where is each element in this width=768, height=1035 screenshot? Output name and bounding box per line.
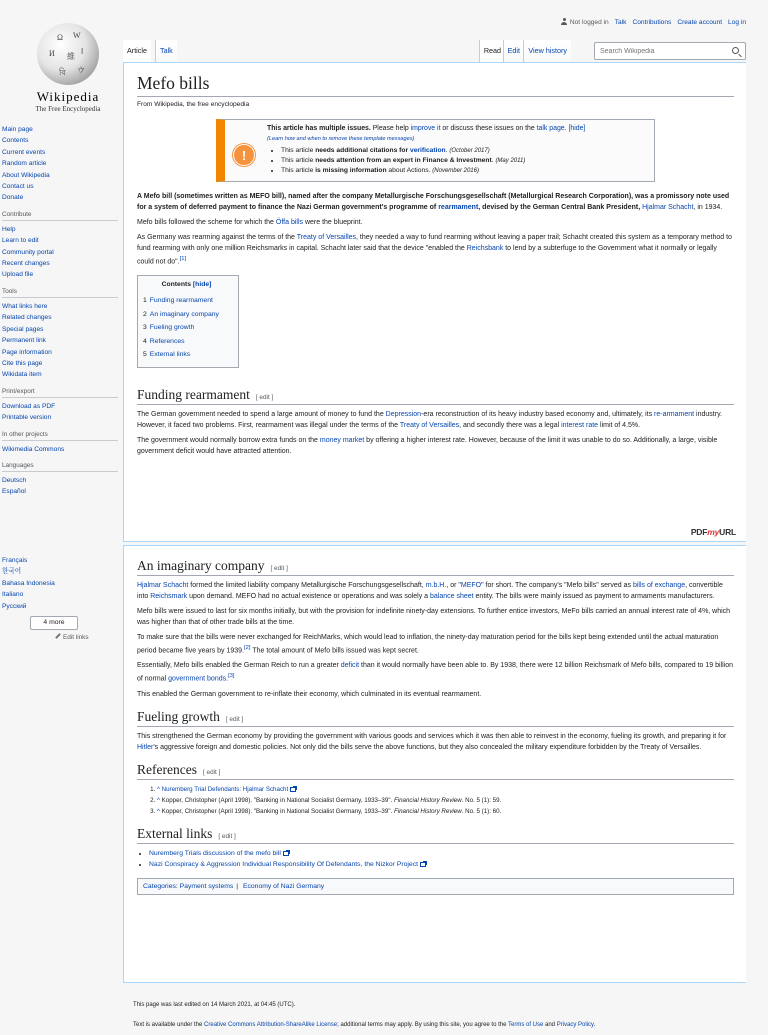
article-content-continued xyxy=(123,545,746,983)
languages-heading: Languages xyxy=(2,462,118,472)
sidebar-print-export xyxy=(0,388,118,424)
edit-section-link[interactable]: [ edit ] xyxy=(270,565,288,572)
license-text: and xyxy=(543,1022,557,1028)
lead-text: , in 1934. xyxy=(693,204,723,211)
lead-text: A xyxy=(137,193,144,200)
mefo-link[interactable]: MEFO xyxy=(460,582,482,589)
sidebar-item-contents[interactable]: Contents xyxy=(2,137,29,145)
section-title: External links xyxy=(137,825,213,841)
search-input[interactable] xyxy=(595,43,723,59)
section-title: An imaginary company xyxy=(137,558,265,573)
hjalmar-schacht-link[interactable]: Hjalmar Schacht xyxy=(642,204,694,211)
other-projects-heading: In other projects xyxy=(2,431,118,441)
reference-text: Kopper, Christopher (April 1998). "Banking in National Socialist Germany, 1933–39". xyxy=(161,796,394,804)
edit-section-link[interactable]: [ edit ] xyxy=(218,832,236,840)
issue-date: (November 2016) xyxy=(432,168,479,174)
language-link-ru[interactable]: Русский xyxy=(2,602,27,610)
paragraph-text: To make sure that the bills were never exchanged for ReichMarks, which would lead to inflation, the ninety-day maturation period for the bills kept being extended until the actual maturation period became five years by 1939. xyxy=(137,634,719,655)
balance-sheet-link[interactable]: balance sheet xyxy=(430,593,474,600)
toc-item-label: An imaginary company xyxy=(149,310,219,318)
toc-item[interactable] xyxy=(143,335,230,349)
sidebar-languages-continued xyxy=(0,555,118,612)
not-logged-in xyxy=(561,18,609,26)
pencil-icon xyxy=(55,633,61,639)
citation-link[interactable]: [3] xyxy=(228,673,235,680)
search-icon[interactable] xyxy=(732,47,739,54)
toc-number: 4 xyxy=(143,337,147,345)
toc-item[interactable] xyxy=(143,348,230,362)
tab-edit[interactable] xyxy=(503,40,524,62)
mbh-link[interactable]: m.b.H. xyxy=(425,582,447,589)
deficit-link[interactable]: deficit xyxy=(340,662,360,670)
last-edited: This page was last edited on 14 March 2021, at 04:45 (UTC). xyxy=(133,1002,296,1008)
bills-of-exchange-link[interactable]: bills of exchange xyxy=(632,582,686,589)
paragraph-text: Mefo bills followed the scheme for which the xyxy=(137,219,276,226)
paragraph-text: Essentially, Mefo bills enabled the German Reich to run a greater xyxy=(137,662,341,670)
reference-text: Kopper, Christopher (April 1998). "Banking in National Socialist Germany, 1933–39". xyxy=(161,807,394,815)
issue-bold: is missing information xyxy=(315,167,387,174)
verification-link[interactable]: verification xyxy=(409,147,446,154)
issues-or-discuss: or discuss these issues on the xyxy=(440,125,537,132)
depression-link[interactable]: Depression xyxy=(385,410,422,418)
paragraph-text: than it would normally have been able to. By 1938, there were 12 billion Reichsmark of Mefo bills, compared to 19 billion of normal xyxy=(137,662,733,683)
license-text: . xyxy=(593,1022,596,1028)
paragraph-text: to lend by a subterfuge to the Government what it normally or legally could not do". xyxy=(137,245,717,266)
hjalmar-schacht-link[interactable]: Hjalmar Schacht xyxy=(137,582,189,589)
paragraph-text: , or " xyxy=(446,582,461,589)
categories-label[interactable]: Categories xyxy=(143,882,176,890)
license-notice xyxy=(133,1015,733,1035)
external-link-item xyxy=(149,859,734,870)
not-logged-in-label: Not logged in xyxy=(569,19,609,26)
sidebar-item-wikidata-item[interactable]: Wikidata item xyxy=(2,371,42,379)
personal-toolbar xyxy=(561,18,746,26)
reference-text: . No. 5 (1): 60. xyxy=(461,807,502,815)
interest-rate-link[interactable]: interest rate xyxy=(561,421,599,429)
section-paragraph: This enabled the German government to re-inflate their economy, which culminated in its eventual rearmament. xyxy=(137,690,482,698)
paragraph-text: formed the limited liability company Metallurgische Forschungsgesellschaft, xyxy=(188,582,426,589)
section-heading-fueling xyxy=(137,709,734,727)
toc-title-label: Contents xyxy=(161,281,192,289)
lead-text: ), named after the company xyxy=(281,193,375,200)
re-armament-link[interactable]: re-armament xyxy=(654,410,695,418)
create-account-link[interactable]: Create account xyxy=(677,18,723,26)
puzzle-globe-icon: Ω W И 維 ا বি ウ xyxy=(37,23,99,85)
paragraph-text: . xyxy=(226,675,229,683)
toc-item-label: Fueling growth xyxy=(149,324,195,332)
sidebar-item-learn-to-edit[interactable]: Learn to edit xyxy=(2,237,39,245)
sidebar-item-random-article[interactable]: Random article xyxy=(2,160,47,168)
lead-term: Mefo bill xyxy=(143,193,173,200)
paragraph-text: This strengthened the German economy by providing the government with various goods and services which it was then able to reinvest in the economy, fueling its growth, and preparing it for xyxy=(137,732,727,740)
issue-post: about Actions. xyxy=(386,167,431,174)
user-icon xyxy=(561,18,568,25)
backlink-caret[interactable]: ^ xyxy=(157,796,160,804)
section-heading-references xyxy=(137,762,734,780)
languages-more-button[interactable]: 4 more xyxy=(30,616,78,630)
toc-item-label: Funding rearmament xyxy=(149,297,213,305)
section-paragraph xyxy=(137,409,734,431)
tab-article[interactable]: Article xyxy=(123,40,151,62)
tab-edit-label: Edit xyxy=(507,46,520,55)
issue-post: . xyxy=(491,157,494,164)
backlink-caret[interactable]: ^ xyxy=(157,807,160,815)
license-text: Text is available under the xyxy=(133,1022,205,1028)
section-heading-external-links xyxy=(137,826,734,844)
toc-number: 3 xyxy=(143,324,147,332)
language-link-es[interactable]: Español xyxy=(2,488,26,496)
section-title: Funding rearmament xyxy=(137,386,250,402)
sidebar-item-about[interactable]: About Wikipedia xyxy=(2,171,50,179)
paragraph-text: industry. However, it faced two problems. First, rearmament was illegal under the terms of the xyxy=(137,410,722,429)
sidebar-item-special-pages[interactable]: Special pages xyxy=(2,325,44,333)
sidebar-tools xyxy=(0,288,118,381)
logo-tagline: The Free Encyclopedia xyxy=(35,105,101,113)
sidebar-item-contact[interactable]: Contact us xyxy=(2,183,34,191)
logo-wordmark: Wikipedia xyxy=(36,89,100,104)
sidebar-languages xyxy=(0,462,118,498)
category-link[interactable]: Economy of Nazi Germany xyxy=(242,882,325,890)
sidebar-item-main-page[interactable]: Main page xyxy=(2,126,33,133)
reference-item xyxy=(157,795,734,806)
contributions-link[interactable]: Contributions xyxy=(632,18,672,26)
toc-hide-link[interactable]: [hide] xyxy=(192,281,212,289)
issues-hide-link[interactable]: [hide] xyxy=(568,125,586,132)
citation-link[interactable]: [1] xyxy=(179,256,187,262)
print-export-heading: Print/export xyxy=(2,388,118,398)
issue-pre: This article xyxy=(281,147,316,154)
reference-item xyxy=(157,784,734,795)
lead-text: government's programme of xyxy=(339,204,439,211)
toc-item-label: External links xyxy=(149,351,191,359)
paragraph-text: 's aggressive foreign and domestic policies. Not only did the bills serve the above functions, but they also concealed the military expenditure forbidden by the Treaty of Versailles. xyxy=(153,743,702,751)
issue-pre: This article xyxy=(281,157,316,164)
lead-paragraph xyxy=(137,191,734,213)
pdf-logo-c: URL xyxy=(719,527,736,537)
toc-title xyxy=(143,281,230,288)
sidebar-item-recent-changes[interactable]: Recent changes xyxy=(2,260,50,268)
page-footer xyxy=(133,995,733,1035)
sidebar-item-upload-file[interactable]: Upload file xyxy=(2,271,34,279)
issue-bold: needs additional citations for xyxy=(315,147,410,154)
issues-lead-rest: Please help xyxy=(370,125,411,132)
external-link-icon xyxy=(420,862,426,867)
lead-text: President, xyxy=(604,204,643,211)
tab-talk[interactable] xyxy=(155,40,177,62)
category-link[interactable]: Payment systems xyxy=(179,882,234,890)
issue-item xyxy=(281,166,585,176)
paragraph-text: The total amount of Mefo bills issued was kept secret. xyxy=(250,647,419,655)
sidebar-item-current-events[interactable]: Current events xyxy=(2,148,46,156)
sidebar xyxy=(0,124,118,505)
citation-link[interactable]: [2] xyxy=(244,645,251,651)
sidebar-item-donate[interactable]: Donate xyxy=(2,194,24,202)
sidebar-other-projects xyxy=(0,431,118,455)
hitler-link[interactable]: Hitler xyxy=(137,743,154,751)
table-of-contents xyxy=(137,275,239,368)
external-links-list xyxy=(137,848,734,870)
issue-date: (May 2011) xyxy=(495,158,526,164)
reference-journal: Financial History Review xyxy=(393,807,462,815)
sidebar-item-wikimedia-commons[interactable]: Wikimedia Commons xyxy=(2,445,65,453)
edit-section-link[interactable]: [ edit ] xyxy=(202,768,221,776)
contribute-heading: Contribute xyxy=(2,211,118,221)
toc-item-label: References xyxy=(149,337,185,345)
references-list xyxy=(137,784,734,817)
improve-it-link[interactable]: improve it xyxy=(410,125,441,132)
page-tabs xyxy=(123,40,746,62)
pdfmyurl-logo xyxy=(691,527,736,537)
article-content xyxy=(123,62,746,542)
tools-heading: Tools xyxy=(2,288,118,298)
government-bonds-link[interactable]: government bonds xyxy=(168,675,227,683)
lead-paragraph-2 xyxy=(137,217,734,228)
section-paragraph xyxy=(137,435,734,457)
tab-read[interactable]: Read xyxy=(479,40,505,62)
talk-link[interactable]: Talk xyxy=(614,18,627,26)
learn-remove-link[interactable]: (Learn how and when to remove these template messages) xyxy=(267,136,415,142)
section-title: Fueling growth xyxy=(137,708,220,724)
pdf-logo-a: PDF xyxy=(690,527,708,537)
language-link-fr[interactable]: Français xyxy=(2,557,28,564)
reference-link[interactable]: Nuremberg Trial Defendants: Hjalmar Schacht xyxy=(161,785,289,793)
external-link-icon xyxy=(283,851,289,856)
toc-item[interactable] xyxy=(143,321,230,335)
tab-talk-label: Talk xyxy=(160,46,173,55)
external-link-item xyxy=(149,848,734,859)
paragraph-text: The government would normally borrow extra funds on the xyxy=(137,436,320,444)
paragraph-text: were the blueprint. xyxy=(303,219,363,226)
paragraph-text: , they needed a way to fund rearming without leaving a paper trail; Schacht created this system as a temporary method to fund rearming with only one million Reichsmarks in capital. Schacht later said that the device "enabled the xyxy=(137,234,732,252)
treaty-versailles-link[interactable]: Treaty of Versailles xyxy=(296,234,357,241)
rearmament-link[interactable]: rearmament xyxy=(438,204,479,211)
issue-pre: This article xyxy=(281,167,316,174)
paragraph-text: , convertible into xyxy=(137,582,723,600)
sidebar-item-help[interactable]: Help xyxy=(2,225,16,233)
language-link-it[interactable]: Italiano xyxy=(2,591,24,599)
paragraph-text: upon demand. MEFO had no actual existence or operations and was solely a xyxy=(187,593,430,600)
search-box xyxy=(594,42,746,60)
wikipedia-logo[interactable] xyxy=(0,15,136,113)
warning-icon: ! xyxy=(233,144,255,166)
sidebar-item-what-links-here[interactable]: What links here xyxy=(2,302,48,310)
edit-interlanguage-links[interactable] xyxy=(55,634,118,641)
lead-text: (sometimes written as xyxy=(172,193,250,200)
section-heading-imaginary xyxy=(137,558,734,576)
toc-item[interactable] xyxy=(143,308,230,322)
section-paragraph: Mefo bills were issued to last for six months initially, but with the provision for indefinite ninety-day extensions. To further entice investors, MeFo bills carried an annual interest rate of 4%, which was higher than that of other trade bills at the time. xyxy=(137,608,731,626)
reichsmark-link[interactable]: Reichsmark xyxy=(150,593,188,600)
page-title: Mefo bills xyxy=(137,73,734,97)
issue-post: . xyxy=(445,147,448,154)
issues-text: This article has multiple issues. Please help improve it or discuss these issues on the talk page. [hide] (Learn how and when to remove these template messages) • This article needs additional citations for verification. (October 2017) • This article needs attention from an expert in Finance & Investment. (May 2011) • This article is missing information about Actions. (November 2016) xyxy=(267,124,585,176)
money-market-link[interactable]: money market xyxy=(319,436,365,444)
offa-bills-link[interactable]: Öffa bills xyxy=(275,219,304,226)
reference-journal: Financial History Review xyxy=(393,796,462,804)
paragraph-text: " for short. The company's "Mefo bills" served as xyxy=(481,582,633,589)
external-link[interactable]: Nuremberg Trials discussion of the mefo bill xyxy=(149,849,281,857)
reference-text: . No. 5 (1): 59. xyxy=(461,796,502,804)
talk-page-link[interactable]: talk page xyxy=(536,125,565,132)
external-link-icon xyxy=(290,787,296,792)
sidebar-item-page-information[interactable]: Page information xyxy=(2,348,52,356)
sidebar-contribute xyxy=(0,211,118,281)
language-link-id[interactable]: Bahasa Indonesia xyxy=(2,579,55,587)
issue-item xyxy=(281,156,585,166)
pdf-logo-b: my xyxy=(707,527,720,537)
privacy-policy-link[interactable]: Privacy Policy xyxy=(556,1022,594,1028)
log-in-link[interactable]: Log in xyxy=(728,18,746,26)
paragraph-text: -era reconstruction of its heavy industry based economy and, ultimately, its xyxy=(421,410,655,418)
lead-term: Metallurgische Forschungsgesellschaft xyxy=(374,193,507,200)
reichsbank-link[interactable]: Reichsbank xyxy=(466,245,504,252)
tab-view-history-label: View history xyxy=(528,46,567,55)
site-subtitle: From Wikipedia, the free encyclopedia xyxy=(137,101,250,108)
section-paragraph xyxy=(137,632,734,656)
lead-term: MEFO bill xyxy=(249,193,282,200)
toc-number: 1 xyxy=(143,297,147,305)
section-heading-funding xyxy=(137,387,734,405)
sidebar-item-community-portal[interactable]: Community portal xyxy=(2,248,54,256)
category-links: Categories: Payment systems | Economy of Nazi Germany xyxy=(137,878,734,895)
sidebar-navigation xyxy=(0,124,118,204)
sidebar-item-printable-version[interactable]: Printable version xyxy=(2,414,52,422)
reference-item xyxy=(157,806,734,817)
edit-section-link[interactable]: [ edit ] xyxy=(225,715,244,723)
sidebar-item-download-pdf[interactable]: Download as PDF xyxy=(2,402,56,410)
language-link-ko[interactable]: 한국어 xyxy=(2,568,22,576)
paragraph-text: The German government needed to spend a large amount of money to fund the xyxy=(137,410,386,418)
issue-date: (October 2017) xyxy=(449,148,490,154)
paragraph-text: As Germany was rearming against the terms of the xyxy=(137,234,297,241)
external-link[interactable]: Nazi Conspiracy & Aggression Individual Responsibility Of Defendants, the Nizkor Project xyxy=(149,860,418,868)
license-text: ; additional terms may apply. By using this site, you agree to the xyxy=(337,1022,508,1028)
toc-item[interactable] xyxy=(143,294,230,308)
category-separator: | xyxy=(236,882,239,890)
section-title: References xyxy=(137,761,197,777)
sidebar-languages-more xyxy=(0,555,118,641)
cc-license-link[interactable]: Creative Commons Attribution-ShareAlike License xyxy=(204,1022,338,1028)
section-paragraph xyxy=(137,580,734,602)
backlink-caret[interactable]: ^ xyxy=(157,785,160,793)
treaty-versailles-link[interactable]: Treaty of Versailles xyxy=(399,421,460,429)
paragraph-text: by offering a higher interest rate. However, because of the limit it was unable to do so. Additionally, a large, visible government deficit would have attracted attention. xyxy=(137,436,718,455)
sidebar-item-cite-this-page[interactable]: Cite this page xyxy=(2,359,43,367)
lead-text: , devised by the xyxy=(478,204,533,211)
language-link-de[interactable]: Deutsch xyxy=(2,476,27,484)
paragraph-text: entity. The bills were mainly issued as payment to armaments manufacturers. xyxy=(473,593,715,600)
edit-section-link[interactable]: [ edit ] xyxy=(255,393,274,401)
toc-number: 2 xyxy=(143,310,147,318)
lead-term: Nazi German xyxy=(296,204,340,211)
paragraph-text: limit of 4.5%. xyxy=(598,421,641,429)
terms-of-use-link[interactable]: Terms of Use xyxy=(507,1022,544,1028)
section-paragraph xyxy=(137,660,734,684)
issues-lead-bold: This article has multiple issues. xyxy=(267,125,371,132)
lead-paragraph-3 xyxy=(137,232,734,267)
issue-item xyxy=(281,146,585,156)
lead-term: German Central Bank xyxy=(532,204,605,211)
tab-view-history[interactable] xyxy=(523,40,571,62)
sidebar-item-related-changes[interactable]: Related changes xyxy=(2,314,52,322)
paragraph-text: , and secondly there was a legal xyxy=(459,421,562,429)
toc-number: 5 xyxy=(143,351,147,359)
multiple-issues-box xyxy=(216,119,655,182)
edit-links-label: Edit links xyxy=(63,634,89,642)
section-paragraph xyxy=(137,731,734,753)
lead-text: (Metallurgical Research Corporation), was a promissory note used for a system of deferred payment to finance the xyxy=(137,193,730,211)
issue-bold: needs attention from an expert in Finance & Investment xyxy=(315,157,492,164)
sidebar-item-permanent-link[interactable]: Permanent link xyxy=(2,337,46,345)
